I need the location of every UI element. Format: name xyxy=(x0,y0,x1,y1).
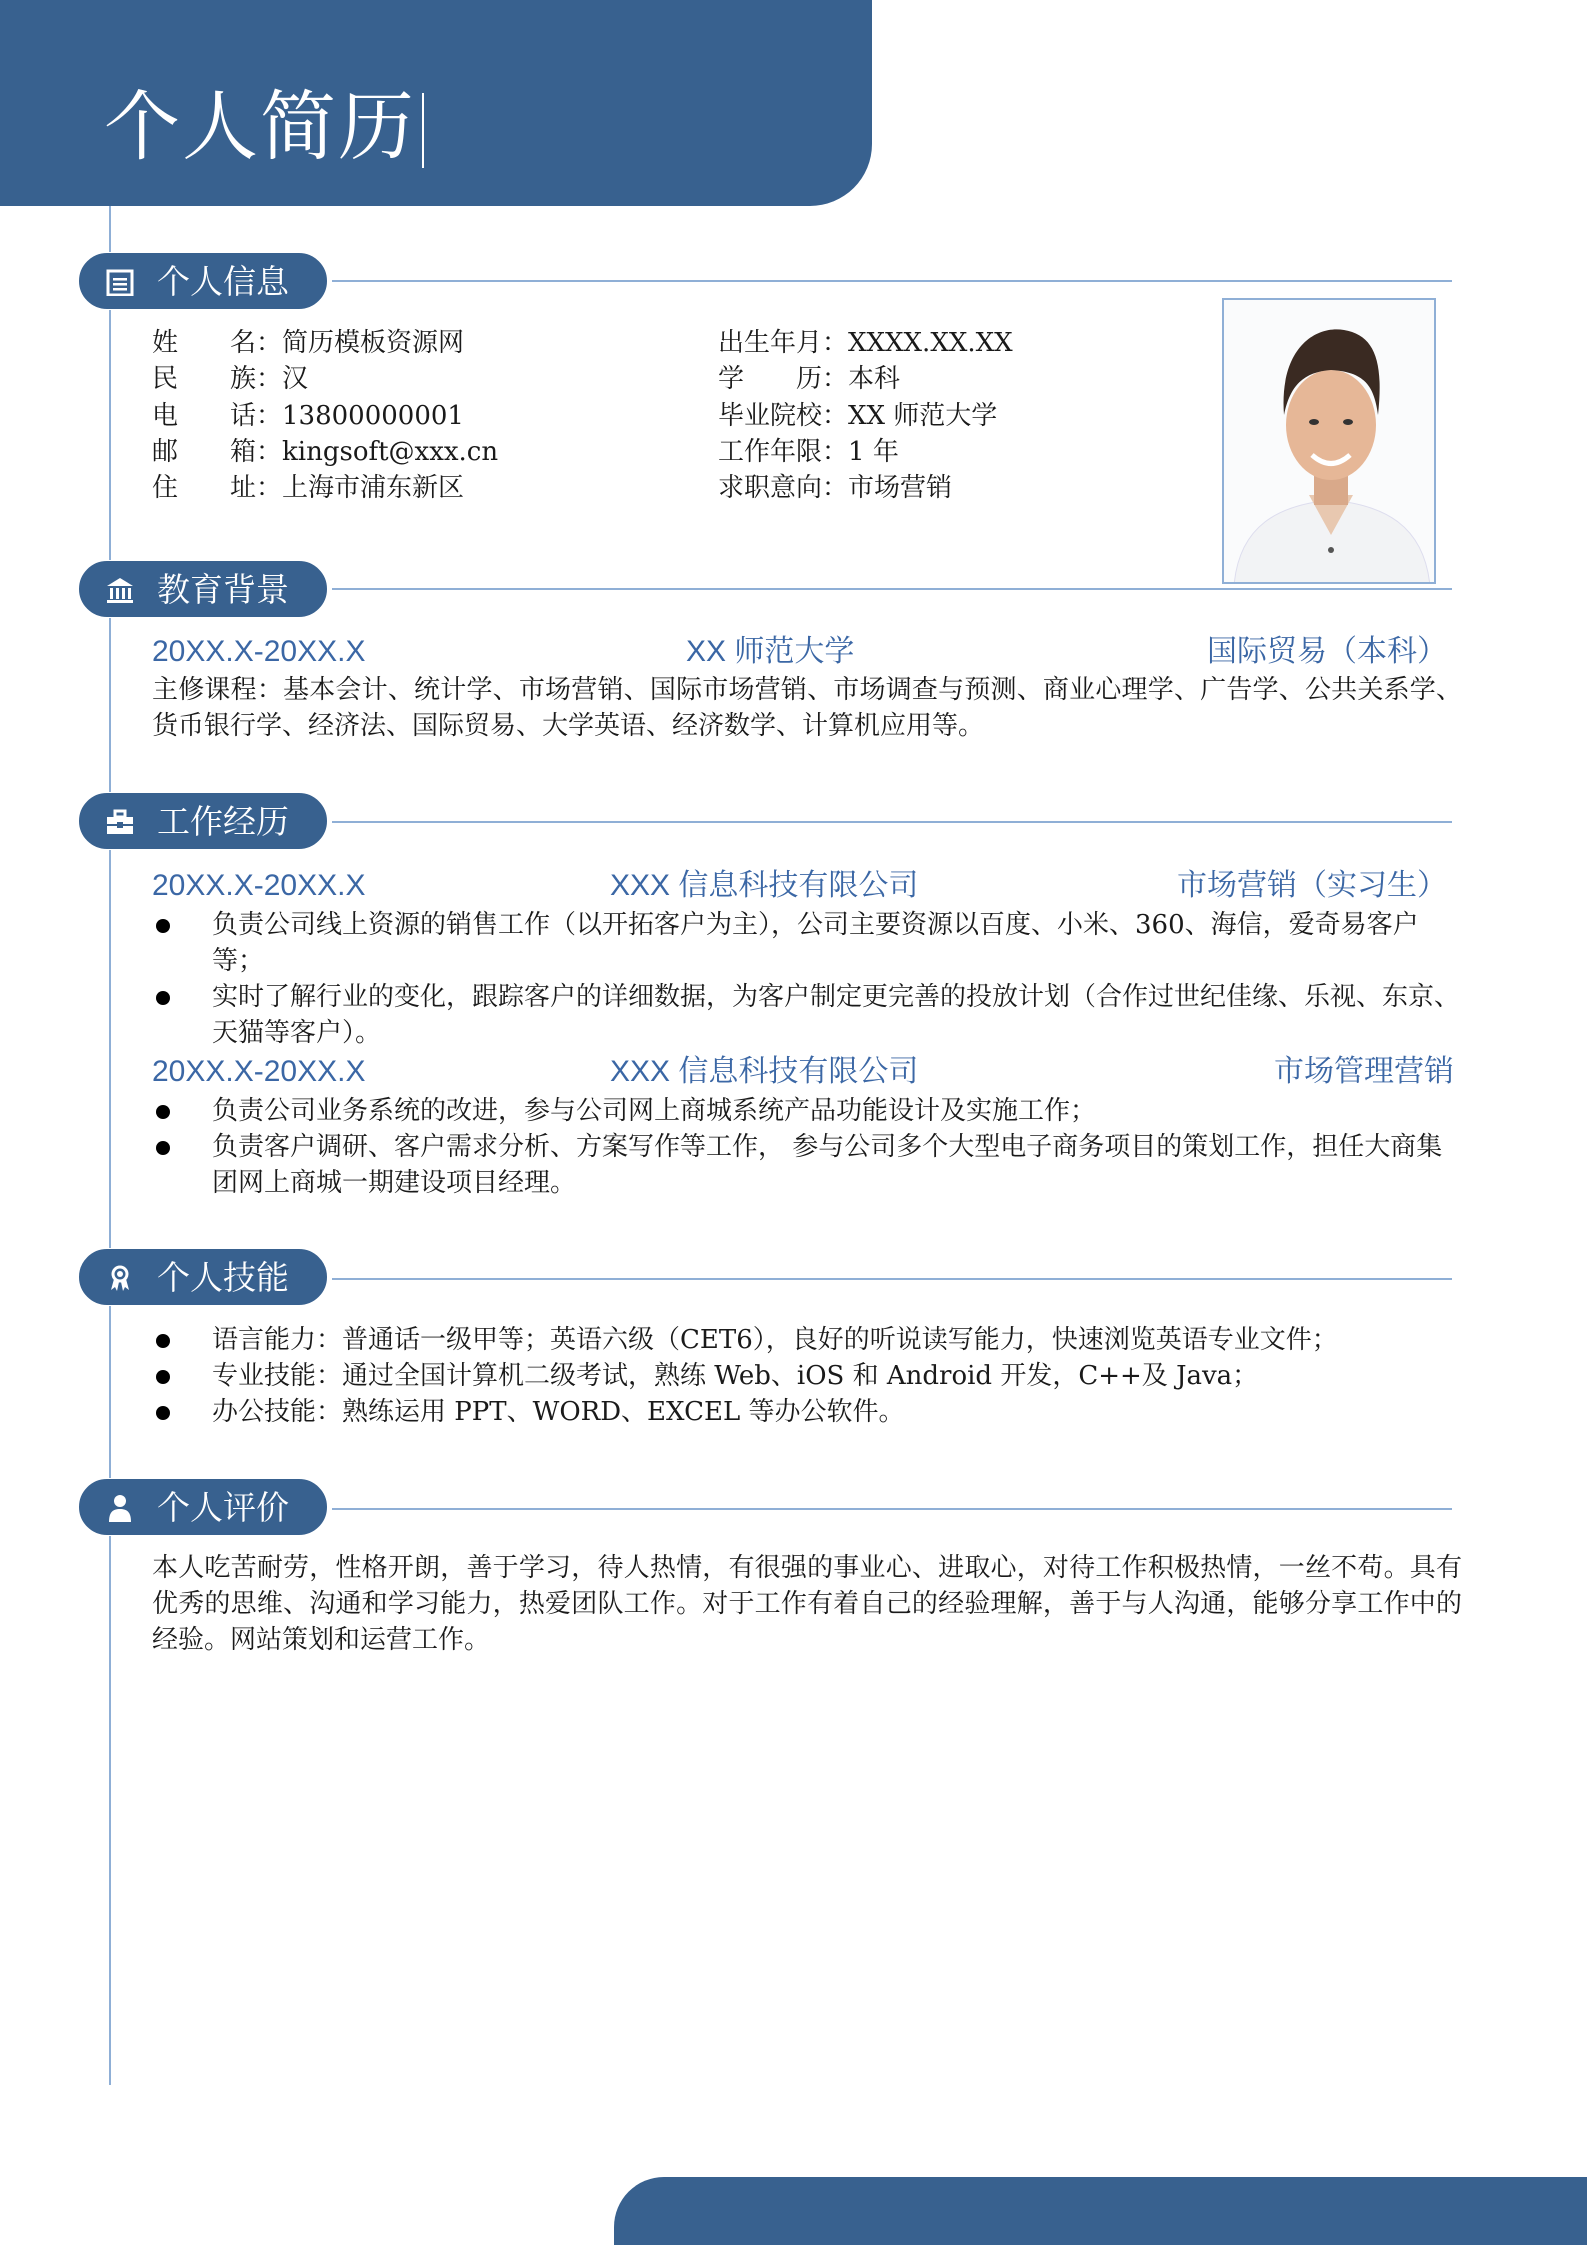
header-banner xyxy=(0,0,872,206)
section-rule xyxy=(332,588,1452,590)
section-header-evaluation xyxy=(78,1478,328,1536)
section-rule xyxy=(332,1508,1452,1510)
bullet-icon xyxy=(156,919,170,933)
section-title: 个人信息 xyxy=(157,262,289,301)
info-row: 学 历：本科 xyxy=(718,364,901,394)
person-icon xyxy=(105,1494,135,1522)
bullet-icon xyxy=(156,1370,170,1384)
edu-major: 国际贸易（本科） xyxy=(1207,635,1447,668)
bank-icon xyxy=(105,576,135,604)
section-header-education xyxy=(78,560,328,618)
bullet-icon xyxy=(156,1105,170,1119)
section-rule xyxy=(332,1278,1452,1280)
briefcase-icon xyxy=(105,808,135,836)
work-bullet: 负责客户调研、客户需求分析、方案写作等工作， 参与公司多个大型电子商务项目的策划工作，担任大商集团网上商城一期建设项目经理。 xyxy=(152,1129,1462,1201)
title-divider xyxy=(422,93,424,168)
section-rule xyxy=(332,280,1452,282)
skill-item: 语言能力：普通话一级甲等；英语六级（CET6），良好的听说读写能力，快速浏览英语专业文件； xyxy=(152,1322,1462,1358)
info-row: 姓 名：简历模板资源网 xyxy=(152,328,465,358)
page-title: 个人简历 xyxy=(104,82,416,171)
section-title: 教育背景 xyxy=(157,570,289,609)
section-rule xyxy=(332,821,1452,823)
edu-school: XX 师范大学 xyxy=(686,635,855,668)
bullet-icon xyxy=(156,1406,170,1420)
info-row: 求职意向：市场营销 xyxy=(718,473,953,503)
work-company: XXX 信息科技有限公司 xyxy=(610,1055,919,1088)
work-company: XXX 信息科技有限公司 xyxy=(610,869,919,902)
section-title: 工作经历 xyxy=(157,802,289,841)
self-evaluation: 本人吃苦耐劳，性格开朗，善于学习，待人热情，有很强的事业心、进取心，对待工作积极热情，一丝不苟。具有优秀的思维、沟通和学习能力，热爱团队工作。对于工作有着自己的经验理解，善于与人沟通，能够分享工作中的经验。网站策划和运营工作。 xyxy=(152,1553,1462,1655)
section-header-work xyxy=(78,792,328,850)
skill-item: 专业技能：通过全国计算机二级考试，熟练 Web、iOS 和 Android 开发，C++及 Java； xyxy=(152,1358,1462,1394)
section-header-info xyxy=(78,252,328,310)
timeline-line xyxy=(109,206,111,2085)
work-bullet: 实时了解行业的变化，跟踪客户的详细数据，为客户制定更完善的投放计划（合作过世纪佳缘、乐视、东京、天猫等客户）。 xyxy=(152,979,1462,1051)
calendar-icon xyxy=(105,268,135,296)
footer-banner xyxy=(614,2177,1587,2245)
award-ribbon-icon xyxy=(105,1264,135,1292)
bullet-icon xyxy=(156,1334,170,1348)
section-header-skills xyxy=(78,1248,328,1306)
edu-date: 20XX.X-20XX.X xyxy=(152,635,366,668)
work-bullet: 负责公司线上资源的销售工作（以开拓客户为主），公司主要资源以百度、小米、360、海信，爱奇易客户等； xyxy=(152,907,1462,979)
info-row: 出生年月：XXXX.XX.XX xyxy=(718,328,1013,358)
bullet-icon xyxy=(156,1141,170,1155)
section-title: 个人评价 xyxy=(157,1488,289,1527)
section-title: 个人技能 xyxy=(157,1258,289,1297)
work-bullet: 负责公司业务系统的改进，参与公司网上商城系统产品功能设计及实施工作； xyxy=(152,1093,1462,1129)
info-row: 电 话：13800000001 xyxy=(152,401,464,431)
info-row: 工作年限：1 年 xyxy=(718,437,899,467)
bullet-icon xyxy=(156,991,170,1005)
work-role: 市场营销（实习生） xyxy=(1177,869,1447,902)
info-row: 民 族：汉 xyxy=(152,364,309,394)
info-row: 住 址：上海市浦东新区 xyxy=(152,473,465,503)
info-row: 毕业院校：XX 师范大学 xyxy=(718,401,998,431)
profile-photo xyxy=(1222,298,1436,584)
info-row: 邮 箱：kingsoft@xxx.cn xyxy=(152,437,499,467)
work-date: 20XX.X-20XX.X xyxy=(152,1055,366,1088)
work-date: 20XX.X-20XX.X xyxy=(152,869,366,902)
skill-item: 办公技能：熟练运用 PPT、WORD、EXCEL 等办公软件。 xyxy=(152,1394,1462,1430)
work-role: 市场管理营销 xyxy=(1274,1055,1454,1088)
edu-courses: 主修课程：基本会计、统计学、市场营销、国际市场营销、市场调查与预测、商业心理学、广告学、公共关系学、货币银行学、经济法、国际贸易、大学英语、经济数学、计算机应用等。 xyxy=(152,675,1462,741)
